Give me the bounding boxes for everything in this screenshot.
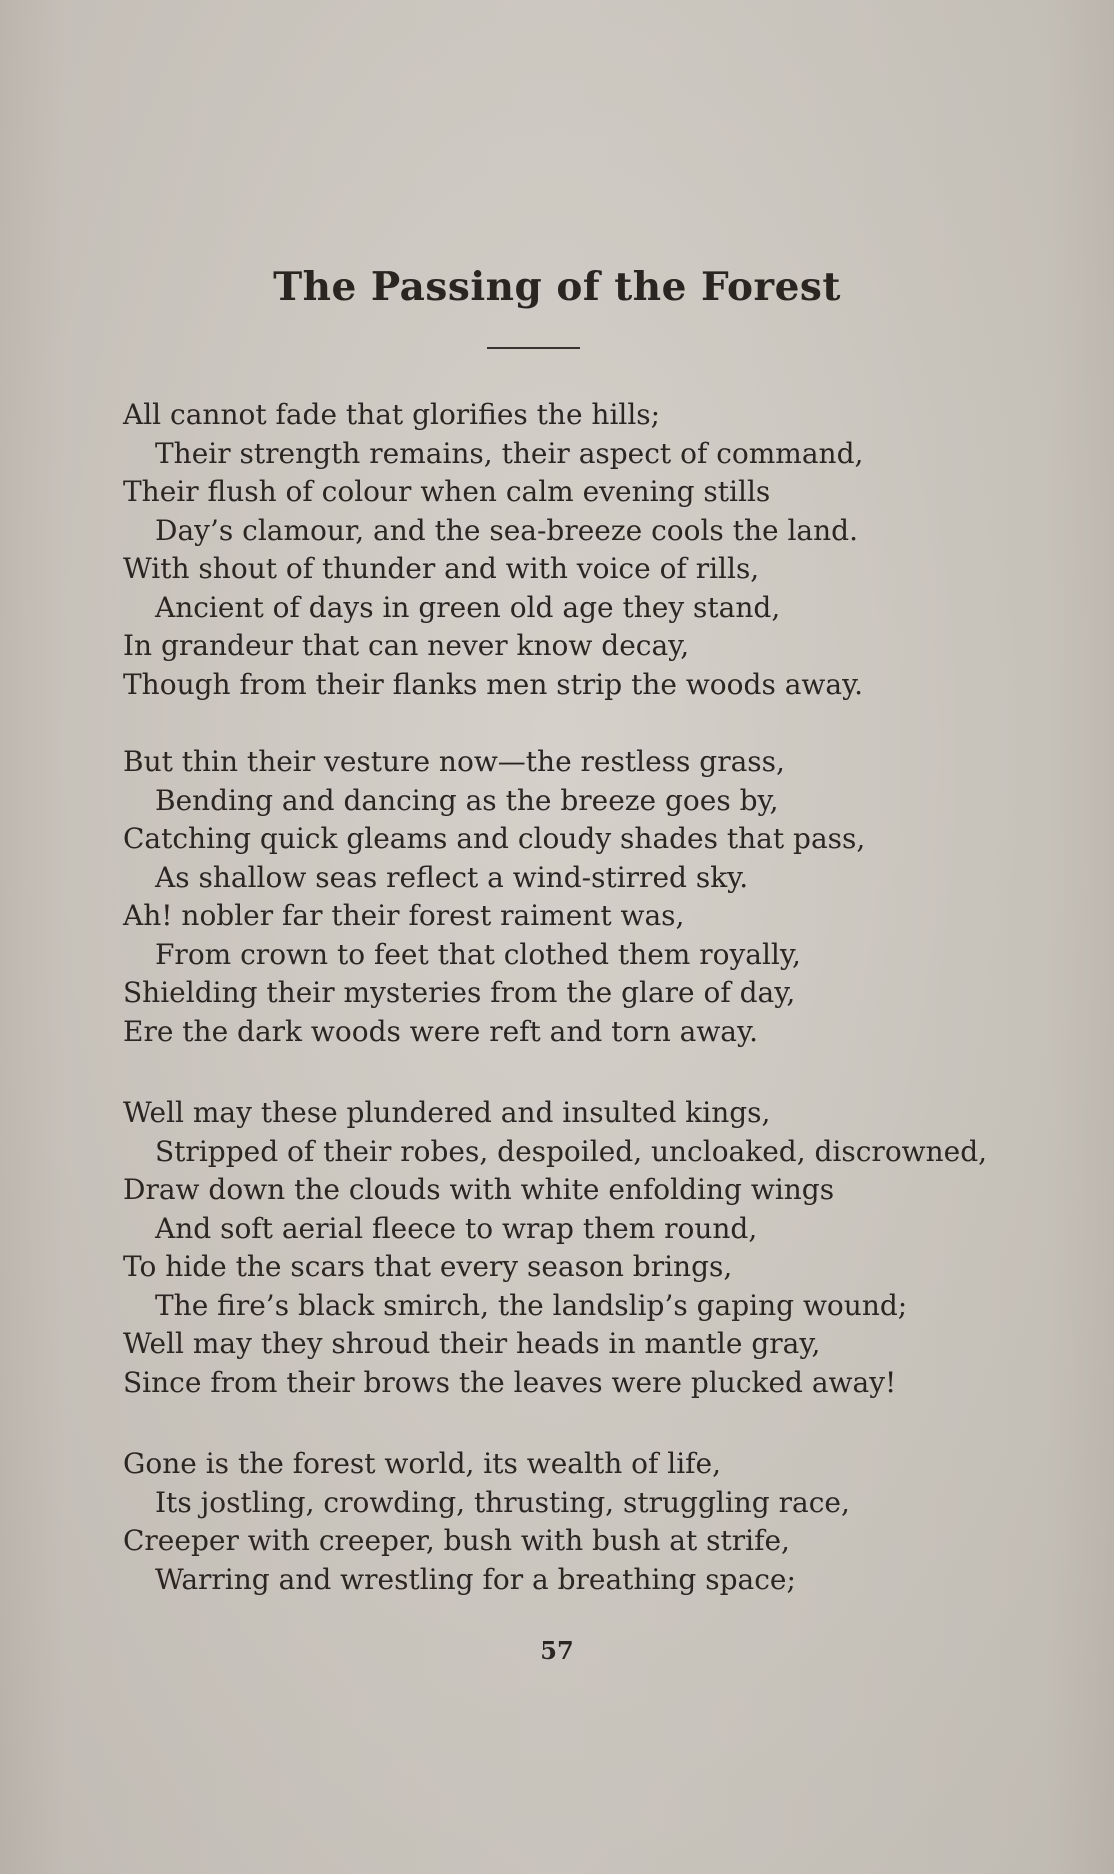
poem-line: Draw down the clouds with white enfolding wings [123,1173,835,1206]
poem-line: To hide the scars that every season brings, [123,1250,733,1283]
poem-line: Well may they shroud their heads in mantle gray, [123,1327,821,1360]
poem-line: Stripped of their robes, despoiled, uncloaked, discrowned, [155,1134,988,1168]
poem-line: In grandeur that can never know decay, [123,629,690,662]
poem-line: Their flush of colour when calm evening stills [123,475,771,508]
stanza-3 [123,1094,1023,1402]
poem-line: Gone is the forest world, its wealth of life, [123,1447,722,1480]
poem-line: As shallow seas reflect a wind-stirred sky. [155,860,749,894]
poem-line: Ah! nobler far their forest raiment was, [123,899,685,932]
poem-line: And soft aerial fleece to wrap them round, [155,1211,758,1245]
poem-line: Its jostling, crowding, thrusting, struggling race, [155,1485,850,1519]
poem-line: Though from their flanks men strip the woods away. [123,667,864,701]
poem-line: Ere the dark woods were reft and torn away. [123,1014,758,1048]
poem-line: Their strength remains, their aspect of command, [155,436,864,470]
poem-title: The Passing of the Forest [273,264,841,310]
poem-line: Creeper with creeper, bush with bush at strife, [123,1524,790,1557]
poem-line: Bending and dancing as the breeze goes by, [155,783,779,817]
stanza-1 [123,396,1023,704]
stanza-4 [123,1445,1023,1599]
poem-line: Catching quick gleams and cloudy shades that pass, [123,822,866,855]
title-divider [487,347,580,349]
poem-line: From crown to feet that clothed them royally, [155,937,801,971]
stanza-2 [123,743,1023,1051]
poem-line: Ancient of days in green old age they stand, [155,590,781,624]
poem-line: Day’s clamour, and the sea-breeze cools the land. [155,513,858,547]
poem-line: The fire’s black smirch, the landslip’s gaping wound; [155,1288,908,1322]
poem-line: Shielding their mysteries from the glare of day, [123,976,796,1009]
poem-line: With shout of thunder and with voice of rills, [123,552,760,585]
poem-line: Since from their brows the leaves were plucked away! [123,1365,897,1399]
page-number: 57 [540,1636,574,1665]
poem-line: All cannot fade that glorifies the hills; [123,398,661,431]
poem-line: Well may these plundered and insulted kings, [123,1096,771,1129]
poem-line: Warring and wrestling for a breathing space; [155,1562,796,1596]
poem-line: But thin their vesture now—the restless grass, [123,745,785,778]
